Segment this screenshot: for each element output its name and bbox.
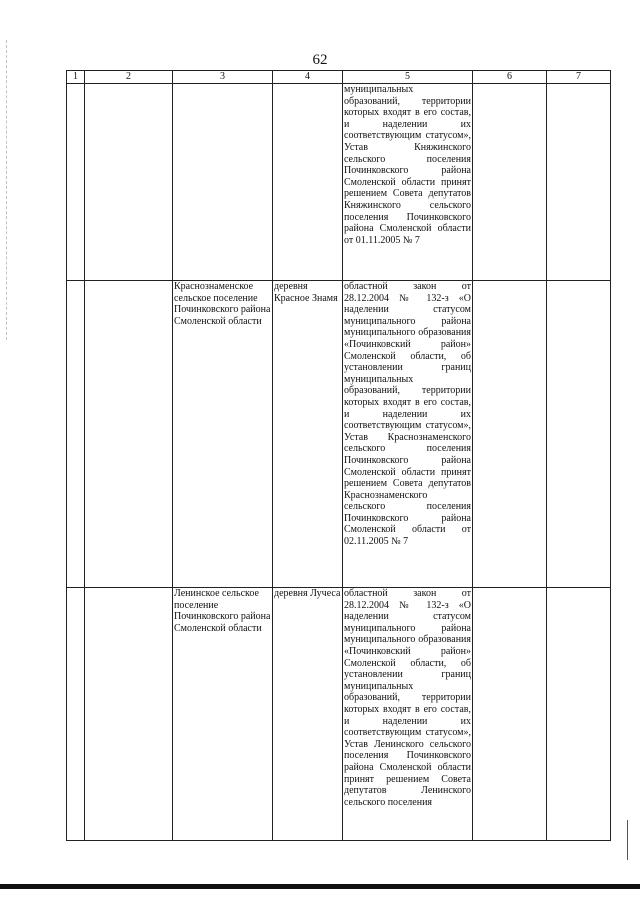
- table-header-row: [67, 71, 611, 84]
- table-cell: [85, 84, 173, 281]
- scan-bottom-bar: [0, 884, 640, 889]
- admin-center-cell: [273, 84, 343, 281]
- column-header: 4: [273, 71, 343, 84]
- legal-basis-cell: областной закон от 28.12.2004 № 132-з «О наделении статусом муниципального района муниципального образования «Починковский район» Смоленской области, об установлении границ муниципальных образований, территории которых входят в его состав, и наделении их соответствующим статусом», Устав Ленинского сельского поселения Починковского района Смоленской области принят решением Совета депутатов Ленинского сельского поселения: [343, 588, 473, 841]
- column-header: 7: [547, 71, 611, 84]
- table-cell: [547, 588, 611, 841]
- registry-table: [66, 70, 611, 841]
- table-cell: [473, 281, 547, 588]
- page-number: 62: [312, 52, 328, 68]
- table-cell: [473, 588, 547, 841]
- settlement-name-cell: Краснознаменское сельское поселение Починковского района Смоленской области: [173, 281, 273, 588]
- legal-basis-cell: областной закон от 28.12.2004 № 132-з «О наделении статусом муниципального района муниципального образования «Починковский район» Смоленской области, об установлении границ муниципальных образований, территории которых входят в его состав, и наделении их соответствующим статусом», Устав Краснознаменского сельского поселения Починковского района Смоленской области принят решением Совета депутатов Краснознаменского сельского поселения Починковского района Смоленской области от 02.11.2005 № 7: [343, 281, 473, 588]
- admin-center-cell: деревня Лучеса: [273, 588, 343, 841]
- table-cell: [67, 84, 85, 281]
- table-row: [67, 281, 611, 588]
- table-cell: [547, 84, 611, 281]
- column-header: 5: [343, 71, 473, 84]
- column-header: 3: [173, 71, 273, 84]
- table-cell: [85, 281, 173, 588]
- table-row: [67, 84, 611, 281]
- scan-edge-line: [627, 820, 628, 860]
- table-cell: [547, 281, 611, 588]
- settlement-name-cell: Ленинское сельское поселение Починковского района Смоленской области: [173, 588, 273, 841]
- table-cell: [85, 588, 173, 841]
- legal-basis-cell: муниципальных образований, территории которых входят в его состав, и наделении их соответствующим статусом», Устав Княжинского сельского поселения Починковского района Смоленской области принят решением Совета депутатов Княжинского сельского поселения Починковского района Смоленской области от 01.11.2005 № 7: [343, 84, 473, 281]
- table-cell: [67, 588, 85, 841]
- table-cell: [67, 281, 85, 588]
- column-header: 6: [473, 71, 547, 84]
- column-header: 1: [67, 71, 85, 84]
- column-header: 2: [85, 71, 173, 84]
- admin-center-cell: деревня Красное Знамя: [273, 281, 343, 588]
- scan-edge-marks: [6, 40, 10, 340]
- settlement-name-cell: [173, 84, 273, 281]
- table-cell: [473, 84, 547, 281]
- table-row: [67, 588, 611, 841]
